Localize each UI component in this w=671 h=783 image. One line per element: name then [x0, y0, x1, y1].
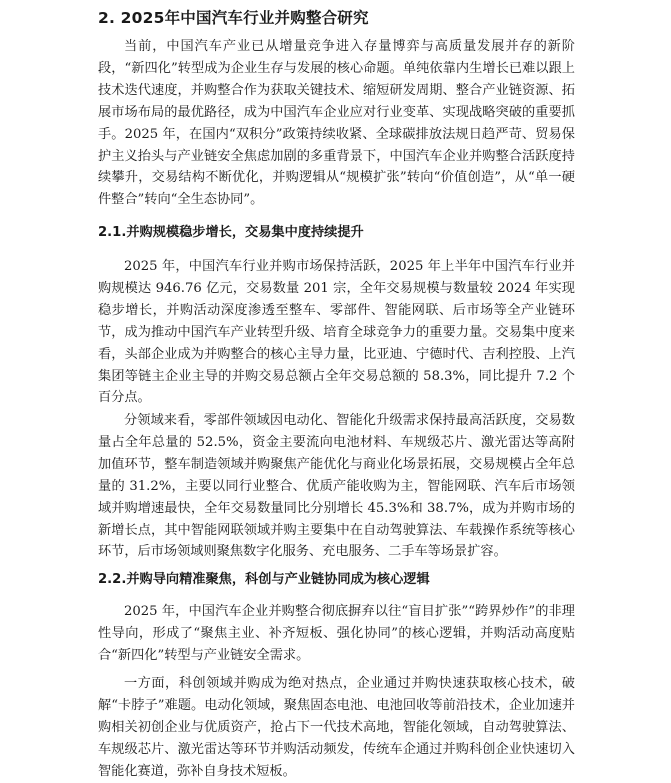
- subsection-heading-2-1: 2.1.并购规模稳步增长，交易集中度持续提升: [98, 225, 364, 240]
- paragraph-2-1-b: 分领域来看，零部件领域因电动化、智能化升级需求保持最高活跃度，交易数量占全年总量的 52.5%，资金主要流向电池材料、车规级芯片、激光雷达等高附加值环节，整车制造领域并购聚焦产能优化与商业化场景拓展，交易规模占全年总量的 31.2%，主要以同行业整合、优质产能收购为主，智能网联、汽车后市场领域并购增速最快，全年交易数量同比分别增长 45.3%和 38.7%，成为并购市场的新增长点，其中智能网联领域并购主要集中在自动驾驶算法、车载操作系统等核心环节，后市场领域则聚焦数字化服务、充电服务、二手车等场景扩容。: [98, 413, 575, 560]
- paragraph-2-2-b: 一方面，科创领域并购成为绝对热点，企业通过并购快速获取核心技术，破解“卡脖子”难题。电动化领域，聚焦固态电池、电池回收等前沿技术，企业加速并购相关初创企业与优质资产，抢占下一代技术高地，智能化领域，自动驾驶算法、车规级芯片、激光雷达等环节并购活动频发，传统车企通过并购科创企业快速切入智能化赛道，弥补自身技术短板。: [98, 676, 575, 779]
- intro-paragraph: 当前，中国汽车产业已从增量竞争进入存量博弈与高质量发展并存的新阶段，“新四化”转型成为企业生存与发展的核心命题。单纯依靠内生增长已难以跟上技术迭代速度，并购整合作为获取关键技术、缩短研发周期、整合产业链资源、拓展市场布局的最优路径，成为中国汽车企业应对行业变革、实现战略突破的重要抓手。2025 年，在国内“双积分”政策持续收紧、全球碳排放法规日趋严苛、贸易保护主义抬头与产业链安全焦虑加剧的多重背景下，中国汽车企业并购整合活跃度持续攀升，交易结构不断优化，并购逻辑从“规模扩张”转向“价值创造”，从“单一硬件整合”转向“全生态协同”。: [98, 39, 575, 208]
- subsection-heading-2-2: 2.2.并购导向精准聚焦，科创与产业链协同成为核心逻辑: [98, 572, 430, 587]
- section-heading: 2. 2025年中国汽车行业并购整合研究: [98, 9, 369, 27]
- paragraph-2-1-a: 2025 年，中国汽车行业并购市场保持活跃，2025 年上半年中国汽车行业并购规模达 946.76 亿元，交易数量 201 宗，全年交易规模与数量较 2024 年实现稳步增长，并购活动深度渗透至整车、零部件、智能网联、后市场等全产业链环节，成为推动中国汽车产业转型升级、培育全球竞争力的重要力量。交易集中度来看，头部企业成为并购整合的核心主导力量，比亚迪、宁德时代、吉利控股、上汽集团等链主企业主导的并购交易总额占全年交易总额的 58.3%，同比提升 7.2 个百分点。: [98, 259, 575, 406]
- paragraph-2-2-a: 2025 年，中国汽车企业并购整合彻底摒弃以往“盲目扩张”“跨界炒作”的非理性导向，形成了“聚焦主业、补齐短板、强化协同”的核心逻辑，并购活动高度贴合“新四化”转型与产业链安全需求。: [98, 604, 575, 663]
